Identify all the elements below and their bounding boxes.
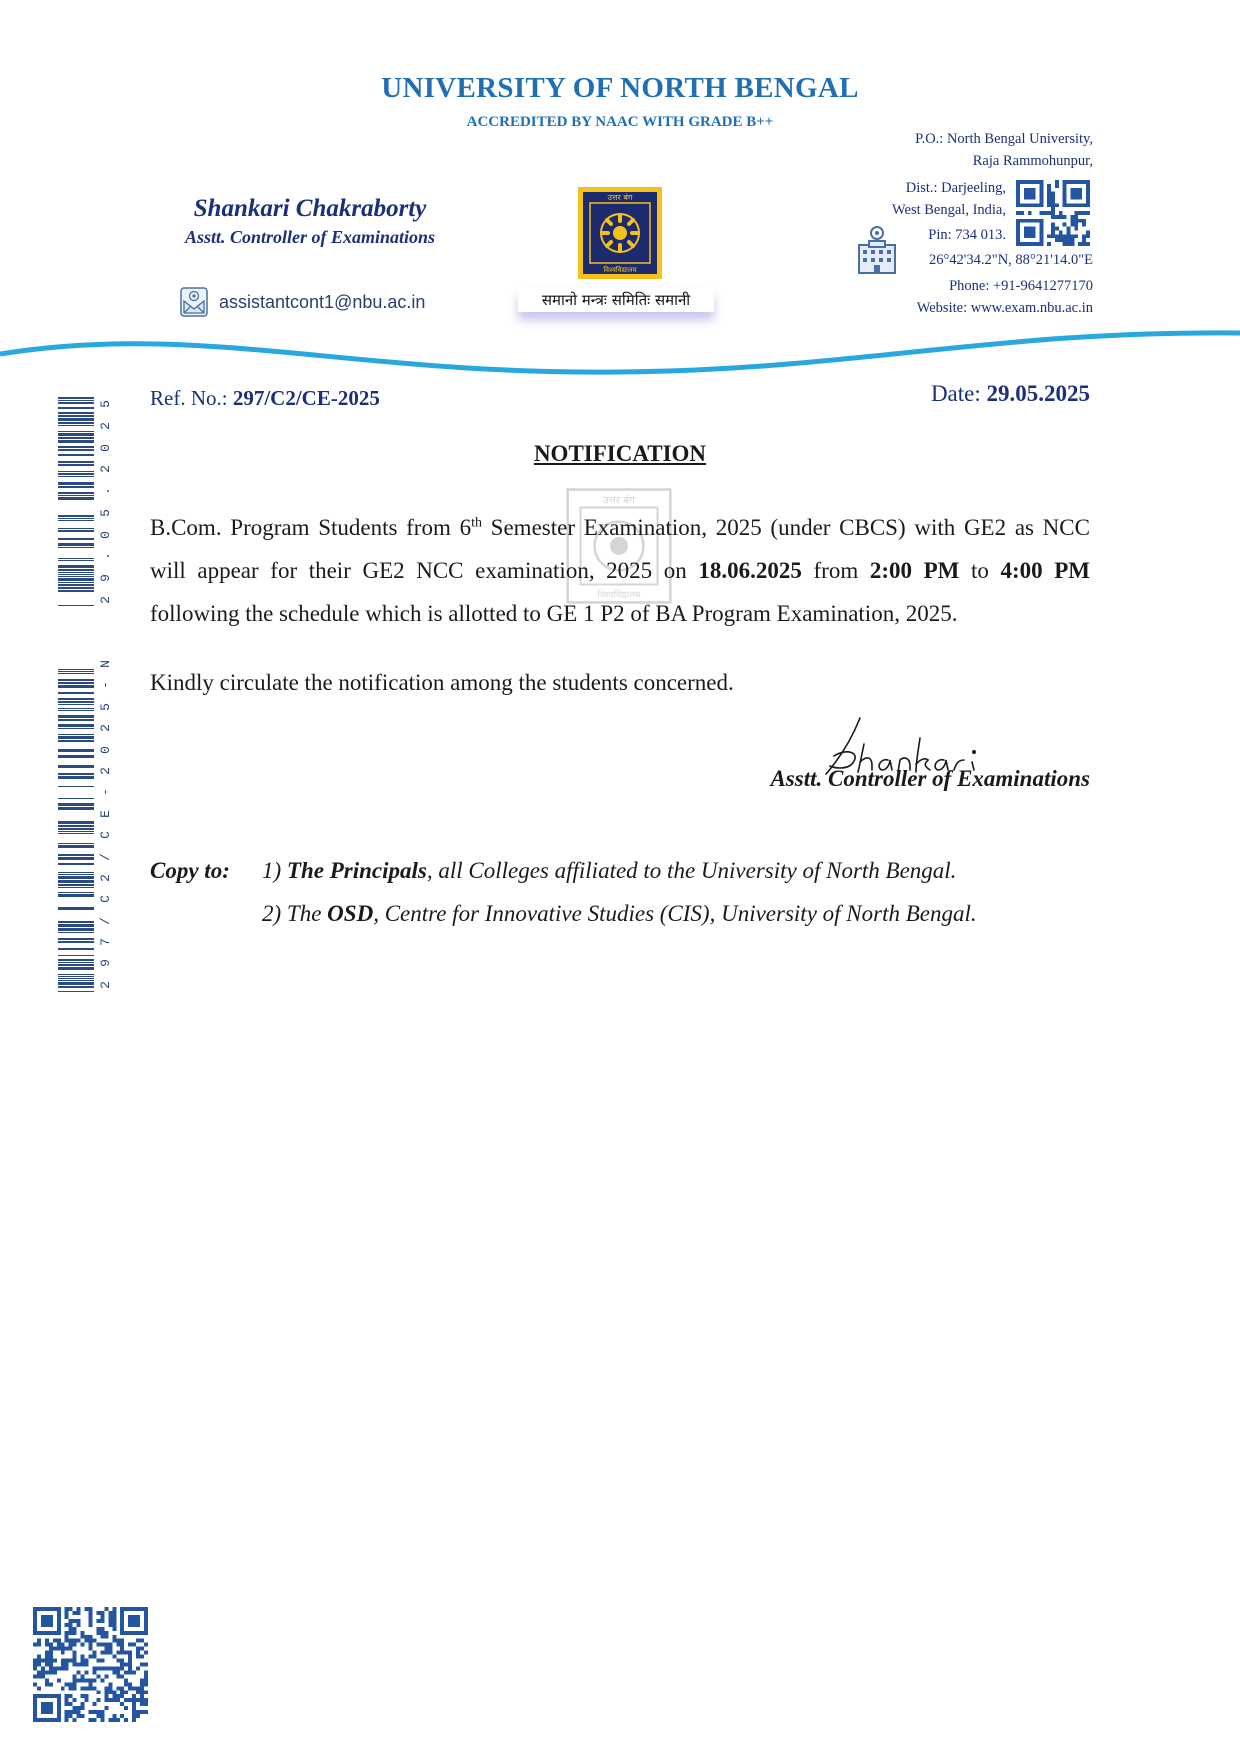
address-line-2: Raja Rammohunpur,: [972, 153, 1093, 169]
date-barcode-text: [99, 397, 113, 607]
barcode-char: N: [98, 660, 113, 668]
address-line-1: P.O.: North Bengal University,: [915, 131, 1093, 147]
officer-title: Asstt. Controller of Examinations: [184, 227, 436, 247]
reference-barcode-text: [99, 657, 113, 992]
university-emblem-icon: [578, 187, 662, 279]
barcode-char: 9: [98, 574, 113, 583]
email-row: [179, 287, 425, 317]
circulation-note: Kindly circulate the notification among the students concerned.: [150, 670, 734, 695]
barcode-char: .: [98, 487, 113, 495]
officer-name: Shankari Chakraborty: [193, 195, 427, 222]
website[interactable]: Website: www.exam.nbu.ac.in: [916, 300, 1093, 316]
barcode-char: -: [98, 788, 113, 797]
motto: समानो मन्त्रः समितिः समानी: [518, 288, 714, 312]
copy-recipient-1: 1) The Principals, all Colleges affiliated to the University of North Bengal.: [262, 858, 957, 883]
reference-number: Ref. No.: 297/C2/CE-2025: [150, 386, 380, 410]
barcode-char: 0: [98, 530, 113, 539]
signatory-designation: Asstt. Controller of Examinations: [770, 766, 1090, 791]
barcode-char: .: [98, 552, 113, 561]
barcode-char: 5: [98, 702, 113, 711]
barcode-char: 2: [98, 874, 113, 882]
notice-title: NOTIFICATION: [533, 441, 707, 466]
address-line-5: Pin: 734 013.: [928, 227, 1006, 243]
address-line-3: Dist.: Darjeeling,: [905, 180, 1006, 196]
verification-qr-code[interactable]: [33, 1607, 148, 1722]
emblem-top-text: उत्तर बंग: [607, 193, 633, 202]
barcode-char: 2: [98, 724, 113, 733]
svg-text:विश्वविद्यालय: विश्वविद्यालय: [597, 590, 641, 601]
barcode-char: 5: [98, 400, 113, 408]
header-wave-divider: [0, 320, 1240, 390]
barcode-char: C: [98, 831, 113, 840]
barcode-char: 0: [98, 443, 113, 452]
barcode-char: 9: [98, 959, 113, 968]
university-name: UNIVERSITY OF NORTH BENGAL: [381, 72, 859, 104]
phone: Phone: +91-9641277170: [949, 278, 1093, 294]
barcode-char: C: [98, 895, 113, 904]
barcode-char: 0: [98, 745, 113, 754]
email-link[interactable]: assistantcont1@nbu.ac.in: [219, 291, 426, 312]
barcode-char: 2: [98, 980, 113, 989]
emblem-bottom-text: विश्वविद्यालय: [603, 266, 637, 274]
header-qr-code[interactable]: [1015, 180, 1091, 246]
barcode-char: /: [98, 916, 113, 925]
reference-barcode: [58, 657, 94, 992]
address-line-4: West Bengal, India,: [892, 202, 1006, 218]
barcode-char: 2: [98, 595, 113, 604]
barcode-char: 5: [98, 508, 113, 517]
barcode-char: 2: [98, 767, 113, 775]
building-location-icon: [855, 225, 899, 275]
coordinates: 26°42'34.2"N, 88°21'14.0"E: [929, 252, 1093, 268]
copy-to-label: Copy to:: [150, 858, 230, 883]
accreditation-line: ACCREDITED BY NAAC WITH GRADE B++: [466, 114, 774, 130]
copy-recipient-2: 2) The OSD, Centre for Innovative Studies (CIS), University of North Bengal.: [262, 901, 977, 926]
barcode-char: /: [98, 852, 113, 861]
notice-date: Date: 29.05.2025: [930, 381, 1090, 406]
barcode-char: 7: [98, 938, 113, 946]
barcode-char: 2: [98, 465, 113, 474]
date-barcode: [58, 397, 94, 607]
barcode-char: -: [98, 681, 113, 690]
svg-text:उत्तर बंग: उत्तर बंग: [603, 494, 635, 507]
email-icon: [179, 287, 209, 317]
barcode-char: 2: [98, 421, 113, 430]
notice-body: B.Com. Program Students from 6th Semester Examination, 2025 (under CBCS) with GE2 as NCC will appear for their GE2 NCC examination, 2025 on 18.06.2025 from 2:00 PM to 4:00 PM following the schedule which is allotted to GE 1 P2 of BA Program Examination, 2025.: [150, 515, 1091, 626]
barcode-char: E: [98, 809, 113, 818]
